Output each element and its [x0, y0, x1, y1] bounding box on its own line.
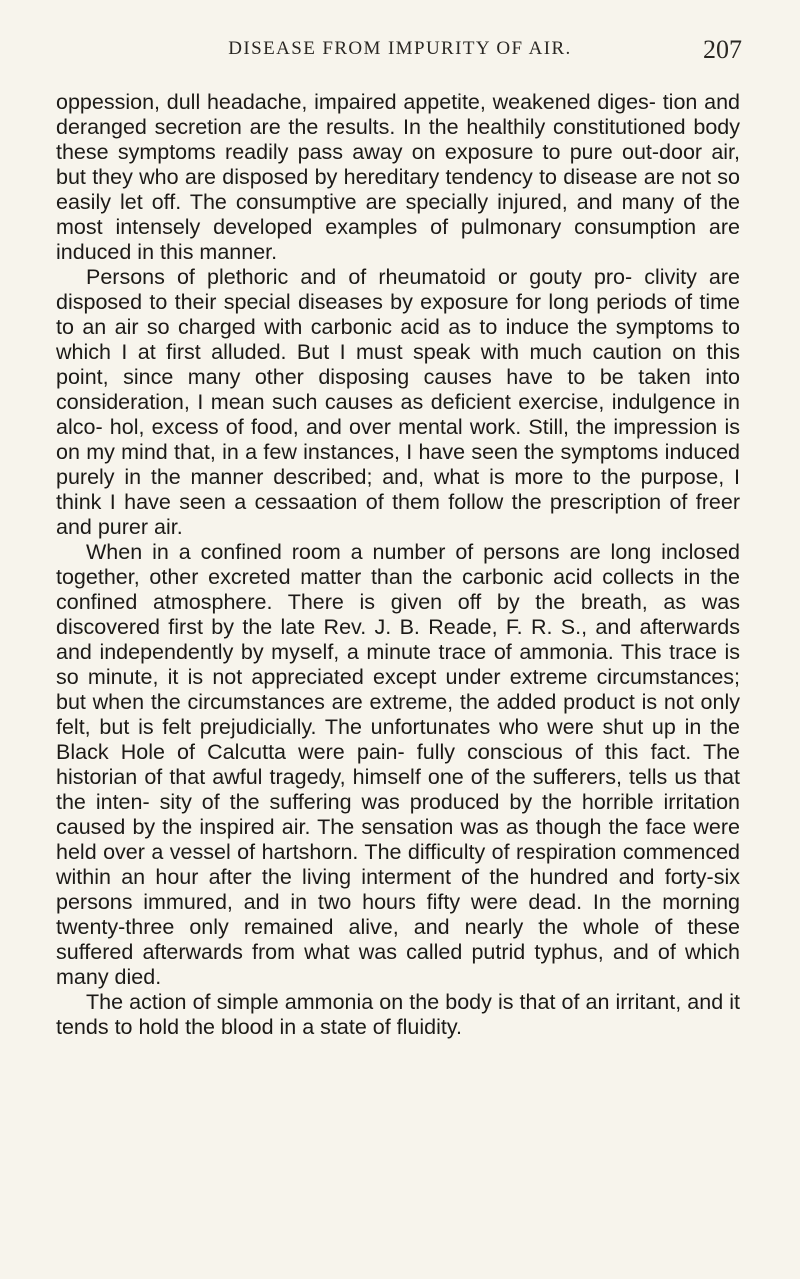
- paragraph-plethoric: Persons of plethoric and of rheumatoid or gouty pro- clivity are disposed to their special diseases by exposure for long periods of time to an air so charged with carbonic acid as to induce the symptoms to which I at first alluded. But I must speak with much caution on this point, since many other disposing causes have to be taken into consideration, I mean such causes as deficient exercise, indulgence in alco- hol, excess of food, and over mental work. Still, the impression is on my mind that, in a few instances, I have seen the symptoms induced purely in the manner described; and, what is more to the purpose, I think I have seen a cessaation of them follow the prescription of freer and purer air.: [56, 265, 740, 539]
- running-head: [0, 35, 800, 78]
- page-number: 207: [703, 35, 742, 64]
- paragraph-confined-room: When in a confined room a number of persons are long inclosed together, other excreted matter than the carbonic acid collects in the confined atmosphere. There is given off by the breath, as was discovered first by the late Rev. J. B. Reade, F. R. S., and afterwards and independently by myself, a minute trace of ammonia. This trace is so minute, it is not appreciated except under extreme circumstances; but when the circumstances are extreme, the added product is not only felt, but is felt prejudicially. The unfortunates who were shut up in the Black Hole of Calcutta were pain- fully conscious of this fact. The historian of that awful tragedy, himself one of the sufferers, tells us that the inten- sity of the suffering was produced by the horrible irritation caused by the inspired air. The sensation was as though the face were held over a vessel of hartshorn. The difficulty of respiration commenced within an hour after the living interment of the hundred and forty-six persons immured, and in two hours fifty were dead. In the morning twenty-three only remained alive, and nearly the whole of these suffered afterwards from what was called putrid typhus, and of which many died.: [56, 540, 740, 989]
- body-text: [56, 90, 740, 1040]
- paragraph-oppression: oppession, dull headache, impaired appetite, weakened diges- tion and deranged secretion are the results. In the healthily constitutioned body these symptoms readily pass away on exposure to pure out-door air, but they who are disposed by hereditary tendency to disease are not so easily let off. The consumptive are specially injured, and many of the most intensely developed examples of pulmonary consumption are induced in this manner.: [56, 90, 740, 264]
- running-head-title: DISEASE FROM IMPURITY OF AIR.: [228, 38, 572, 59]
- paragraph-ammonia: The action of simple ammonia on the body is that of an irritant, and it tends to hold the blood in a state of fluidity.: [56, 990, 740, 1039]
